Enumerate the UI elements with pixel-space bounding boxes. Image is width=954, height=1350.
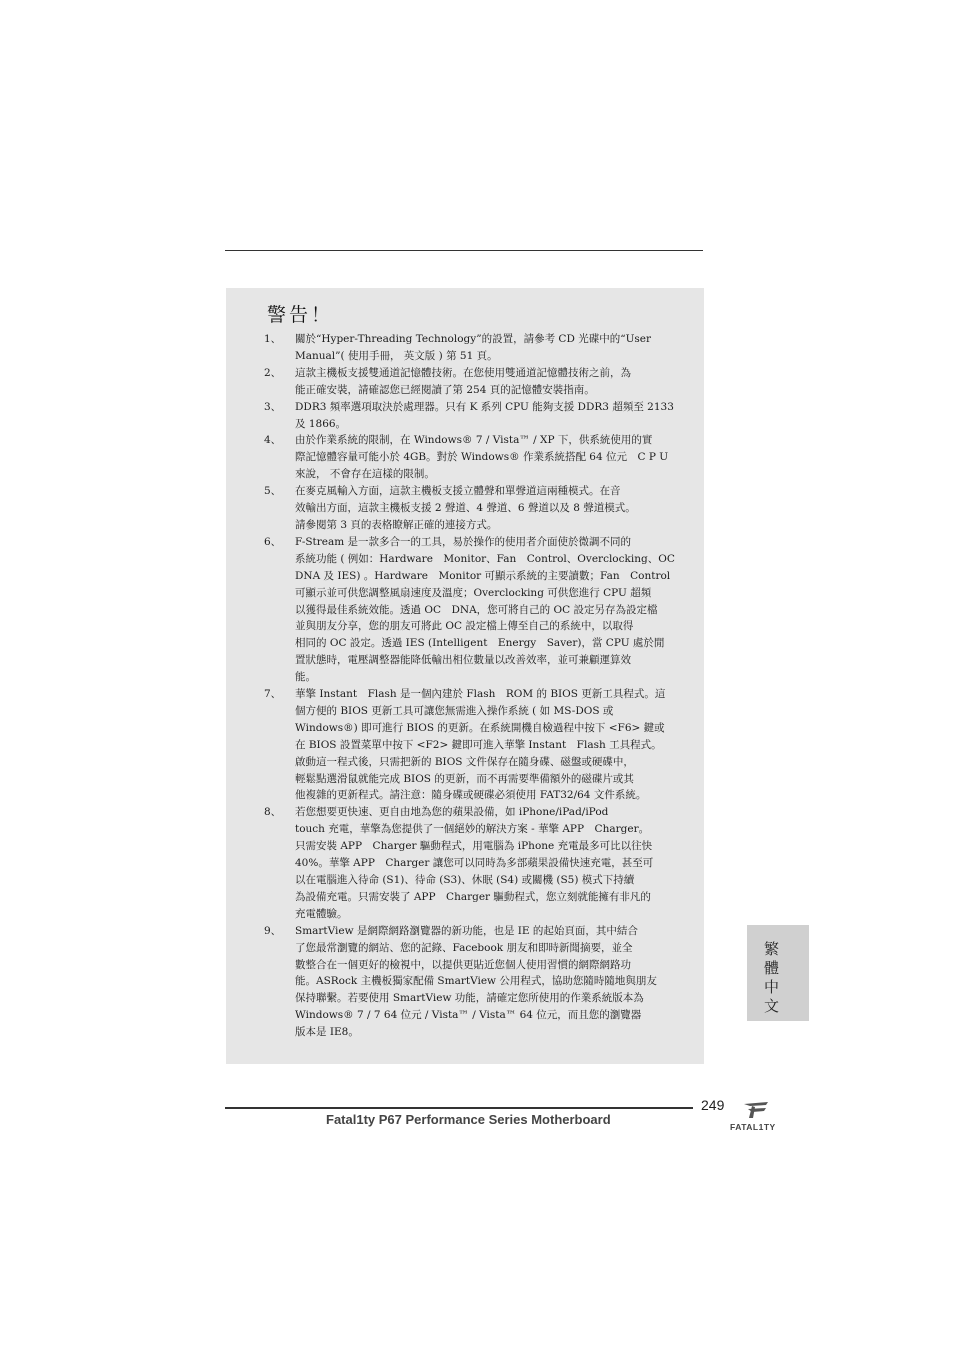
warning-item-line: 這款主機板支援雙通道記憶體技術。在您使用雙通道記憶體技術之前，為 <box>295 366 631 379</box>
top-rule <box>225 250 703 251</box>
warning-item <box>264 534 675 686</box>
warning-item-line: 在麥克風輸入方面，這款主機板支援立體聲和單聲道這兩種模式。在音 <box>295 485 621 498</box>
warning-item-line: F-Stream 是一款多合一的工具，易於操作的使用者介面使於微調不同的 <box>295 535 632 548</box>
warning-item <box>264 923 662 1041</box>
warning-item-line: 版本是 IE8。 <box>295 1026 359 1039</box>
warning-item-line: 相同的 OC 設定。透過 IES (Intelligent Energy Saver)，當 CPU 處於閒 <box>295 637 665 650</box>
language-tab <box>747 925 809 1021</box>
warning-item-number: 5、 <box>264 485 282 498</box>
warning-item-number: 2、 <box>264 366 282 379</box>
warning-item-line: 以在電腦進入待命 (S1)、待命 (S3)、休眠 (S4) 或關機 (S5) 模式下持續 <box>295 874 635 886</box>
warning-item <box>264 432 669 483</box>
warning-item <box>264 331 662 365</box>
warning-item-line: 在 BIOS 設置菜單中按下 <F2> 鍵即可進入華擎 Instant Flash 工具程式。 <box>295 738 662 751</box>
warning-item-line: 可顯示並可供您調整風扇速度及溫度；Overclocking 可供您進行 CPU 超頻 <box>295 586 652 599</box>
warning-item-line: 啟動這一程式後，只需把新的 BIOS 文件保存在隨身碟、磁盤或硬碟中， <box>295 755 634 768</box>
footer-rule <box>225 1107 693 1109</box>
warning-item-line: 來說， 不會存在這樣的限制。 <box>295 468 435 481</box>
warning-item-number: 7、 <box>264 688 282 701</box>
warning-item-line: DDR3 頻率選項取決於處理器。只有 K 系列 CPU 能夠支援 DDR3 超頻至 2133 <box>295 400 674 413</box>
warning-item-line: Manual”( 使用手冊， 英文版 ) 第 51 頁。 <box>295 349 498 362</box>
warning-item-line: 能正確安裝，請確認您已經閱讀了第 254 頁的記憶體安裝指南。 <box>295 383 595 396</box>
language-tab-label: 繁體中文 <box>762 941 780 1017</box>
warning-item-line: 他複雜的更新程式。請注意：隨身碟或硬碟必須使用 FAT32/64 文件系統。 <box>295 789 647 802</box>
warning-item-line: 華擎 Instant Flash 是一個內建於 Flash ROM 的 BIOS 更新工具程式。這 <box>295 688 666 701</box>
warning-item-line: 為設備充電。只需安裝了 APP Charger 驅動程式，您立刻就能擁有非凡的 <box>295 890 651 903</box>
warning-item-number: 3、 <box>264 400 282 413</box>
warning-item <box>264 483 662 534</box>
warning-list <box>264 331 675 1041</box>
warning-item-line: DNA 及 IES) 。Hardware Monitor 可顯示系統的主要讀數；Fan Control <box>295 569 671 582</box>
warning-item-number: 6、 <box>264 535 282 548</box>
warning-item-number: 4、 <box>264 434 282 447</box>
warning-item <box>264 399 674 433</box>
warning-item-line: 由於作業系統的限制，在 Windows® 7 / Vista™ / XP 下，供系統使用的實 <box>295 434 653 447</box>
warning-item-line: 數整合在一個更好的檢視中，以提供更貼近您個人使用習慣的網際網路功 <box>295 958 631 971</box>
warning-item-line: 置狀態時，電壓調整器能降低輸出相位數量以改善效率，並可兼顧運算效 <box>295 654 631 667</box>
footer-product-name: Fatal1ty P67 Performance Series Motherboard <box>326 1112 611 1127</box>
warning-item-line: Windows®) 即可進行 BIOS 的更新。在系統開機自檢過程中按下 <F6> 鍵或 <box>295 721 665 734</box>
warning-item-number: 8、 <box>264 806 282 819</box>
warning-item-line: 以獲得最佳系統效能。透過 OC DNA，您可將自己的 OC 設定另存為設定檔 <box>295 603 658 616</box>
warning-item-line: 保持聯繫。若要使用 SmartView 功能，請確定您所使用的作業系統版本為 <box>295 992 644 1005</box>
warning-item-line: 個方便的 BIOS 更新工具可讓您無需進入操作系統 ( 如 MS-DOS 或 <box>295 704 614 717</box>
warning-item-line: 輕鬆點選滑鼠就能完成 BIOS 的更新，而不再需要準備額外的磁碟片或其 <box>295 772 634 785</box>
warning-item <box>264 804 662 922</box>
warning-item <box>264 686 666 804</box>
warning-item-line: 充電體驗。 <box>295 907 348 920</box>
warning-item-line: 若您想要更快速、更自由地為您的蘋果設備，如 iPhone/iPad/iPod <box>295 806 609 819</box>
logo-text: FATAL1TY <box>730 1122 776 1132</box>
warning-item-line: touch 充電，華擎為您提供了一個絕妙的解決方案 - 華擎 APP Charger。 <box>295 823 650 836</box>
warning-item-line: 能。 <box>295 671 316 684</box>
page-number: 249 <box>701 1097 725 1113</box>
warning-item-line: 際記憶體容量可能小於 4GB。對於 Windows® 作業系統搭配 64 位元 C P U <box>295 451 669 464</box>
fatal1ty-logo-icon <box>740 1100 772 1120</box>
warning-item-line: Windows® 7 / 7 64 位元 / Vista™ / Vista™ 64 位元，而且您的瀏覽器 <box>295 1009 642 1022</box>
warning-item-line: 能。ASRock 主機板獨家配備 SmartView 公用程式，協助您隨時隨地與朋友 <box>295 975 657 988</box>
warning-item <box>264 365 662 399</box>
warning-item-number: 1、 <box>264 333 282 345</box>
warning-title: 警告！ <box>267 304 334 326</box>
warning-item-line: 系統功能 ( 例如：Hardware Monitor、Fan Control、Overclocking、OC <box>295 552 675 565</box>
warning-item-line: 及 1866。 <box>295 417 347 430</box>
warning-item-number: 9、 <box>264 924 282 937</box>
warning-box <box>226 288 704 1064</box>
warning-item-line: 效輸出方面，這款主機板支援 2 聲道、4 聲道、6 聲道以及 8 聲道模式。 <box>295 502 636 515</box>
warning-item-line: 只需安裝 APP Charger 驅動程式，用電腦為 iPhone 充電最多可比以往快 <box>295 840 653 853</box>
fatal1ty-logo <box>730 1100 782 1136</box>
warning-item-line: 並與朋友分享，您的朋友可將此 OC 設定檔上傳至自己的系統中，以取得 <box>295 620 634 633</box>
warning-item-line: 了您最常瀏覽的網站、您的記錄、Facebook 朋友和即時新聞摘要，並全 <box>295 941 633 954</box>
warning-item-line: 請參閱第 3 頁的表格瞭解正確的連接方式。 <box>295 518 498 531</box>
warning-item-line: 40%。華擎 APP Charger 讓您可以同時為多部蘋果設備快速充電，甚至可 <box>295 857 654 870</box>
warning-item-line: 關於“Hyper-Threading Technology”的設置，請參考 CD 光碟中的“User <box>295 333 652 345</box>
warning-item-line: SmartView 是網際網路瀏覽器的新功能，也是 IE 的起始頁面，其中結合 <box>295 924 638 937</box>
